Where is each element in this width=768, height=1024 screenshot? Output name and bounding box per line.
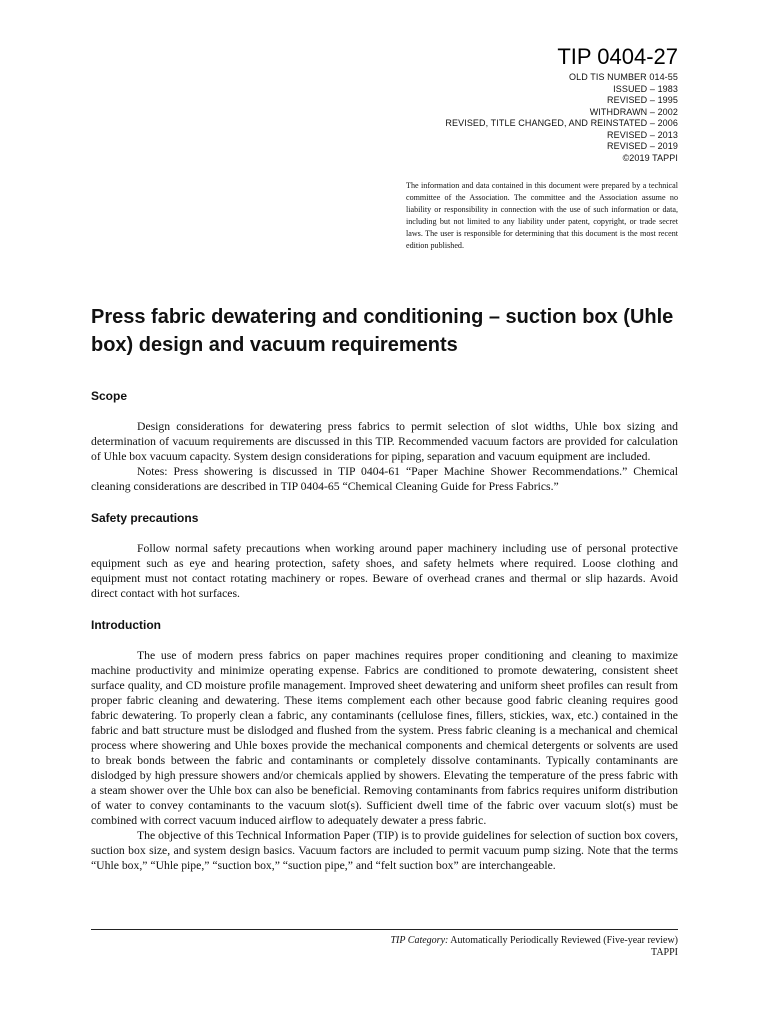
publisher: TAPPI <box>651 947 678 958</box>
tip-category <box>390 935 678 947</box>
revision-history <box>445 72 678 164</box>
liability-disclaimer: The information and data contained in this document were prepared by a technical committee of the Association. The committee and the Association assume no liability or responsibility in connection with the use of such information or data, including but not limited to any liability under patent, copyright, or trade secret laws. The user is responsible for determining that this document is the most recent edition published. <box>406 181 678 250</box>
introduction-section <box>91 617 678 873</box>
section-heading: Scope <box>91 389 128 403</box>
document-body <box>91 388 678 873</box>
paragraph: Follow normal safety precautions when working around paper machinery including use of personal protective equipment such as eye and hearing protection, safety shoes, and safety helmets where required. Loose clothing and equipment must not contact rotating machinery or ropes. Beware of overhead cranes and thermal or slip hazards. Avoid direct contact with hot surfaces. <box>91 542 678 600</box>
category-label: TIP Category: <box>390 935 449 946</box>
paragraph: The objective of this Technical Information Paper (TIP) is to provide guidelines for selection of suction box covers, suction box size, and system design basics. Vacuum factors are included to permit vacuum pump sizing. Note that the terms “Uhle box,” “Uhle pipe,” “suction box,” “suction pipe,” and “felt suction box” are interchangeable. <box>91 829 678 872</box>
paragraph: Notes: Press showering is discussed in TIP 0404-61 “Paper Machine Shower Recommendations.” Chemical cleaning considerations are described in TIP 0404-65 “Chemical Cleaning Guide for Press Fabrics.” <box>91 465 678 493</box>
history-line: OLD TIS NUMBER 014-55 <box>569 72 678 82</box>
safety-section <box>91 510 678 601</box>
history-line: REVISED, TITLE CHANGED, AND REINSTATED – 2006 <box>445 118 678 128</box>
category-value: Automatically Periodically Reviewed (Five-year review) <box>450 935 678 946</box>
copyright-line: ©2019 TAPPI <box>622 152 678 163</box>
page-footer <box>390 935 678 959</box>
scope-section <box>91 388 678 494</box>
history-line: WITHDRAWN – 2002 <box>589 106 678 117</box>
paragraph: The use of modern press fabrics on paper machines requires proper conditioning and cleaning to maximize machine productivity and minimize operating expense. Fabrics are conditioned to promote dewatering, consistent sheet surface quality, and CD moisture profile management. Improved sheet dewatering and uniform sheet profiles can result from proper fabric cleaning and dewatering. These items complement each other because good fabric cleaning requires good fabric dewatering. To properly clean a fabric, any contaminants (cellulose fines, fillers, stickies, wax, etc.) contained in the fabric and batt structure must be dislodged and flushed from the system. Press fabric cleaning is a mechanical and chemical process where showering and Uhle boxes provide the mechanical components and chemical detergents or solvents are used to break bonds between the fabric and contaminants or completely dissolve contaminants. Typically contaminants are dislodged by high pressure showers and/or chemicals applied by showers. Elevating the temperature of the press fabric with a steam shower over the Uhle box can also be beneficial. Removing contaminants from fabrics requires uniform distribution of water to convey contaminants to the vacuum slot(s). Sufficient dwell time of the fabric over vacuum slot(s) must be combined with correct vacuum induced airflow to adequately dewater a press fabric. <box>91 649 678 827</box>
history-line: ISSUED – 1983 <box>613 83 678 94</box>
section-heading: Introduction <box>91 618 161 632</box>
history-line: REVISED – 1995 <box>607 95 678 105</box>
footer-divider <box>91 929 678 930</box>
section-heading: Safety precautions <box>91 511 199 525</box>
paragraph: Design considerations for dewatering press fabrics to permit selection of slot widths, Uhle box sizing and determination of vacuum requirements are discussed in this TIP. Recommended vacuum factors are provided for calculation of Uhle box vacuum capacity. System design considerations for piping, separation and vacuum equipment are included. <box>91 420 678 463</box>
history-line: REVISED – 2019 <box>607 141 678 151</box>
document-title: Press fabric dewatering and conditioning – suction box (Uhle box) design and vacuum requirements <box>91 306 674 356</box>
document-number: TIP 0404-27 <box>557 44 678 69</box>
history-line: REVISED – 2013 <box>607 129 678 140</box>
